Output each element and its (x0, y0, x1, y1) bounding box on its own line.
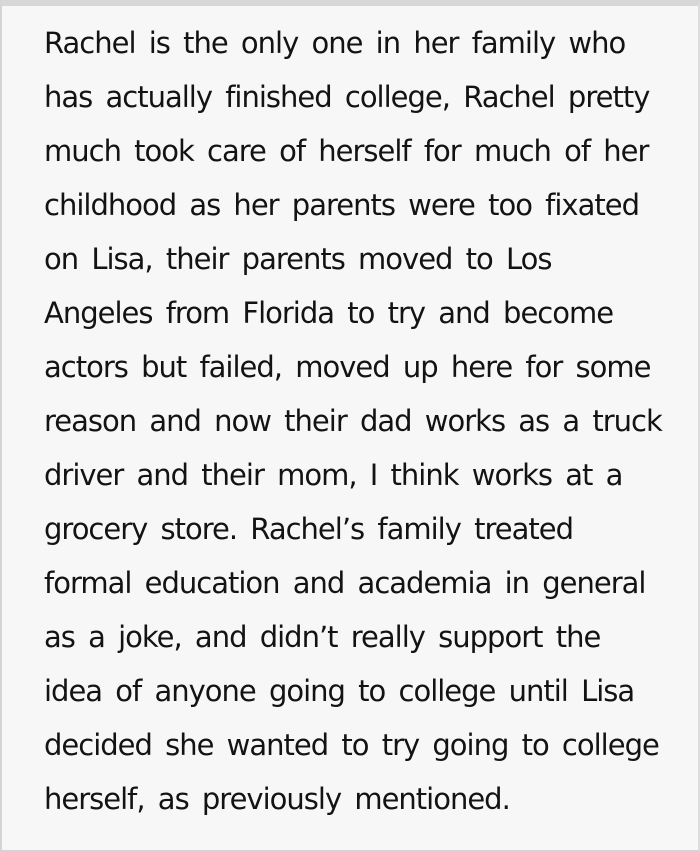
text-line: herself, as previously mentioned. (44, 782, 510, 816)
text-line: reason and now their dad works as a truck (44, 404, 662, 438)
text-line: on Lisa, their parents moved to Los (44, 242, 552, 276)
text-line: much took care of herself for much of her (44, 134, 649, 168)
text-line: decided she wanted to try going to college (44, 728, 659, 762)
text-line: childhood as her parents were too fixated (44, 188, 639, 222)
text-line: Rachel is the only one in her family who (44, 26, 626, 60)
text-line: grocery store. Rachel’s family treated (44, 512, 573, 546)
text-line: idea of anyone going to college until Lisa (44, 674, 635, 708)
text-line: actors but failed, moved up here for some (44, 350, 651, 384)
post-paragraph (44, 16, 680, 826)
text-line: driver and their mom, I think works at a (44, 458, 623, 492)
text-line: as a joke, and didn’t really support the (44, 620, 601, 654)
text-line: Angeles from Florida to try and become (44, 296, 614, 330)
text-line: has actually finished college, Rachel pretty (44, 80, 650, 114)
text-line: formal education and academia in general (44, 566, 646, 600)
